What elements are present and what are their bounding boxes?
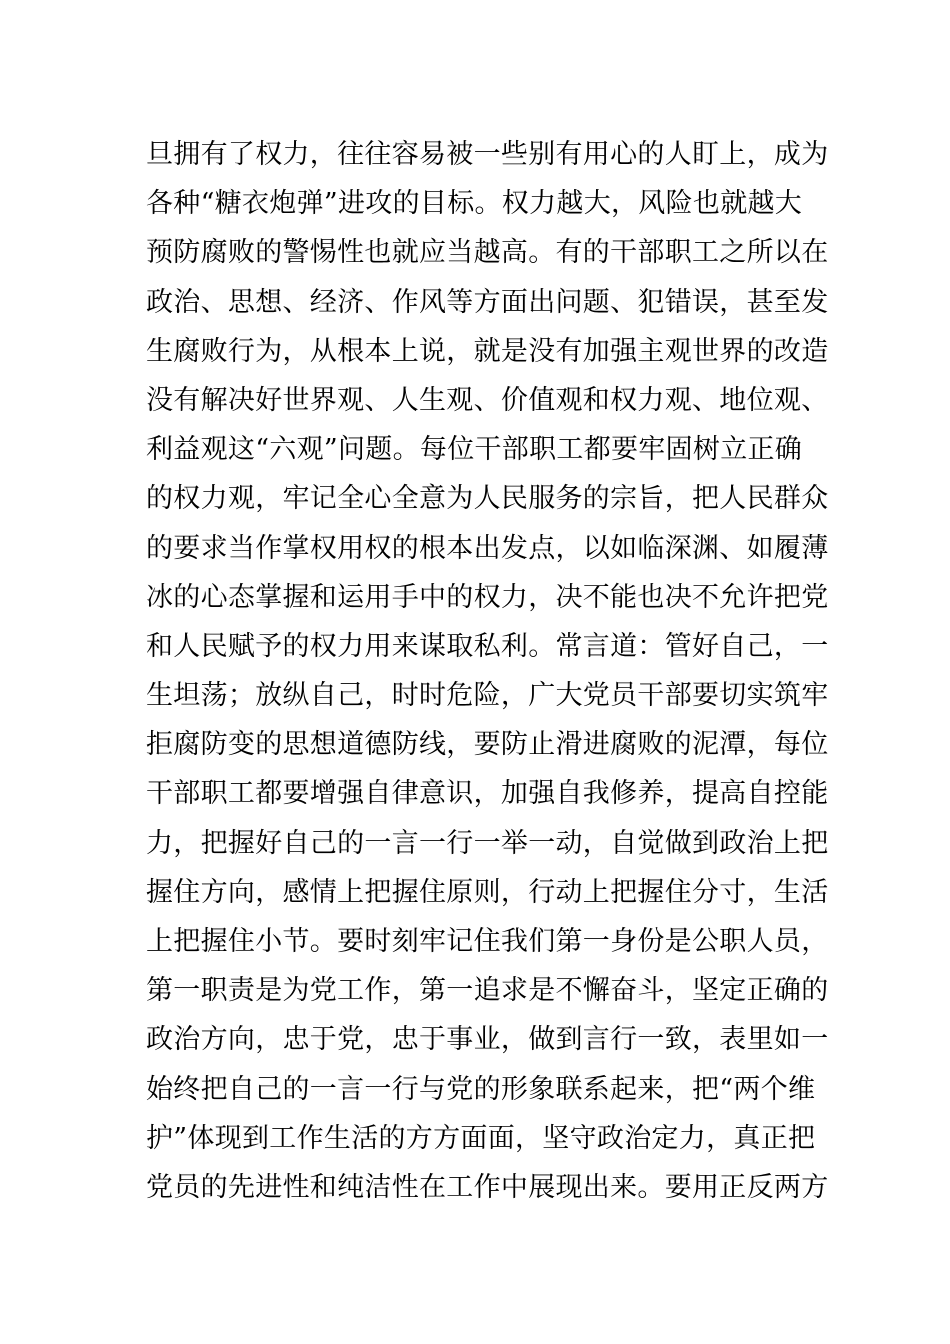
text-line: 政治、思想、经济、作风等方面出问题、犯错误，甚至发	[146, 286, 829, 318]
text-line: 没有解决好世界观、人生观、价值观和权力观、地位观、	[146, 384, 829, 416]
text-line: 第一职责是为党工作，第一追求是不懈奋斗，坚定正确的	[146, 975, 829, 1007]
text-line: 始终把自己的一言一行与党的形象联系起来，把“两个维	[146, 1073, 816, 1105]
text-line: 冰的心态掌握和运用手中的权力，决不能也决不允许把党	[146, 581, 829, 613]
text-line: 护”体现到工作生活的方方面面，坚守政治定力，真正把	[146, 1122, 816, 1154]
text-line: 预防腐败的警惕性也就应当越高。有的干部职工之所以在	[146, 237, 829, 269]
text-line: 党员的先进性和纯洁性在工作中展现出来。要用正反两方	[146, 1171, 829, 1203]
text-line: 握住方向，感情上把握住原则，行动上把握住分寸，生活	[146, 876, 829, 908]
text-line: 各种“糖衣炮弹”进攻的目标。权力越大，风险也就越大	[146, 188, 803, 220]
text-line: 生腐败行为，从根本上说，就是没有加强主观世界的改造	[146, 335, 829, 367]
text-line: 力，把握好自己的一言一行一举一动，自觉做到政治上把	[146, 827, 829, 859]
text-line: 的要求当作掌权用权的根本出发点，以如临深渊、如履薄	[146, 532, 829, 564]
text-line: 上把握住小节。要时刻牢记住我们第一身份是公职人员，	[146, 926, 829, 957]
text-line: 生坦荡；放纵自己，时时危险，广大党员干部要切实筑牢	[146, 680, 829, 712]
text-line: 拒腐防变的思想道德防线，要防止滑进腐败的泥潭，每位	[146, 729, 829, 761]
text-line: 的权力观，牢记全心全意为人民服务的宗旨，把人民群众	[146, 483, 829, 515]
text-line: 利益观这“六观”问题。每位干部职工都要牢固树立正确	[146, 434, 803, 466]
body-text	[146, 130, 829, 1212]
text-line: 政治方向，忠于党，忠于事业，做到言行一致，表里如一	[146, 1024, 829, 1056]
text-line: 干部职工都要增强自律意识，加强自我修养，提高自控能	[146, 778, 829, 810]
text-line: 和人民赋予的权力用来谋取私利。常言道：管好自己，一	[146, 630, 829, 662]
text-line: 旦拥有了权力，往往容易被一些别有用心的人盯上，成为	[146, 139, 829, 170]
